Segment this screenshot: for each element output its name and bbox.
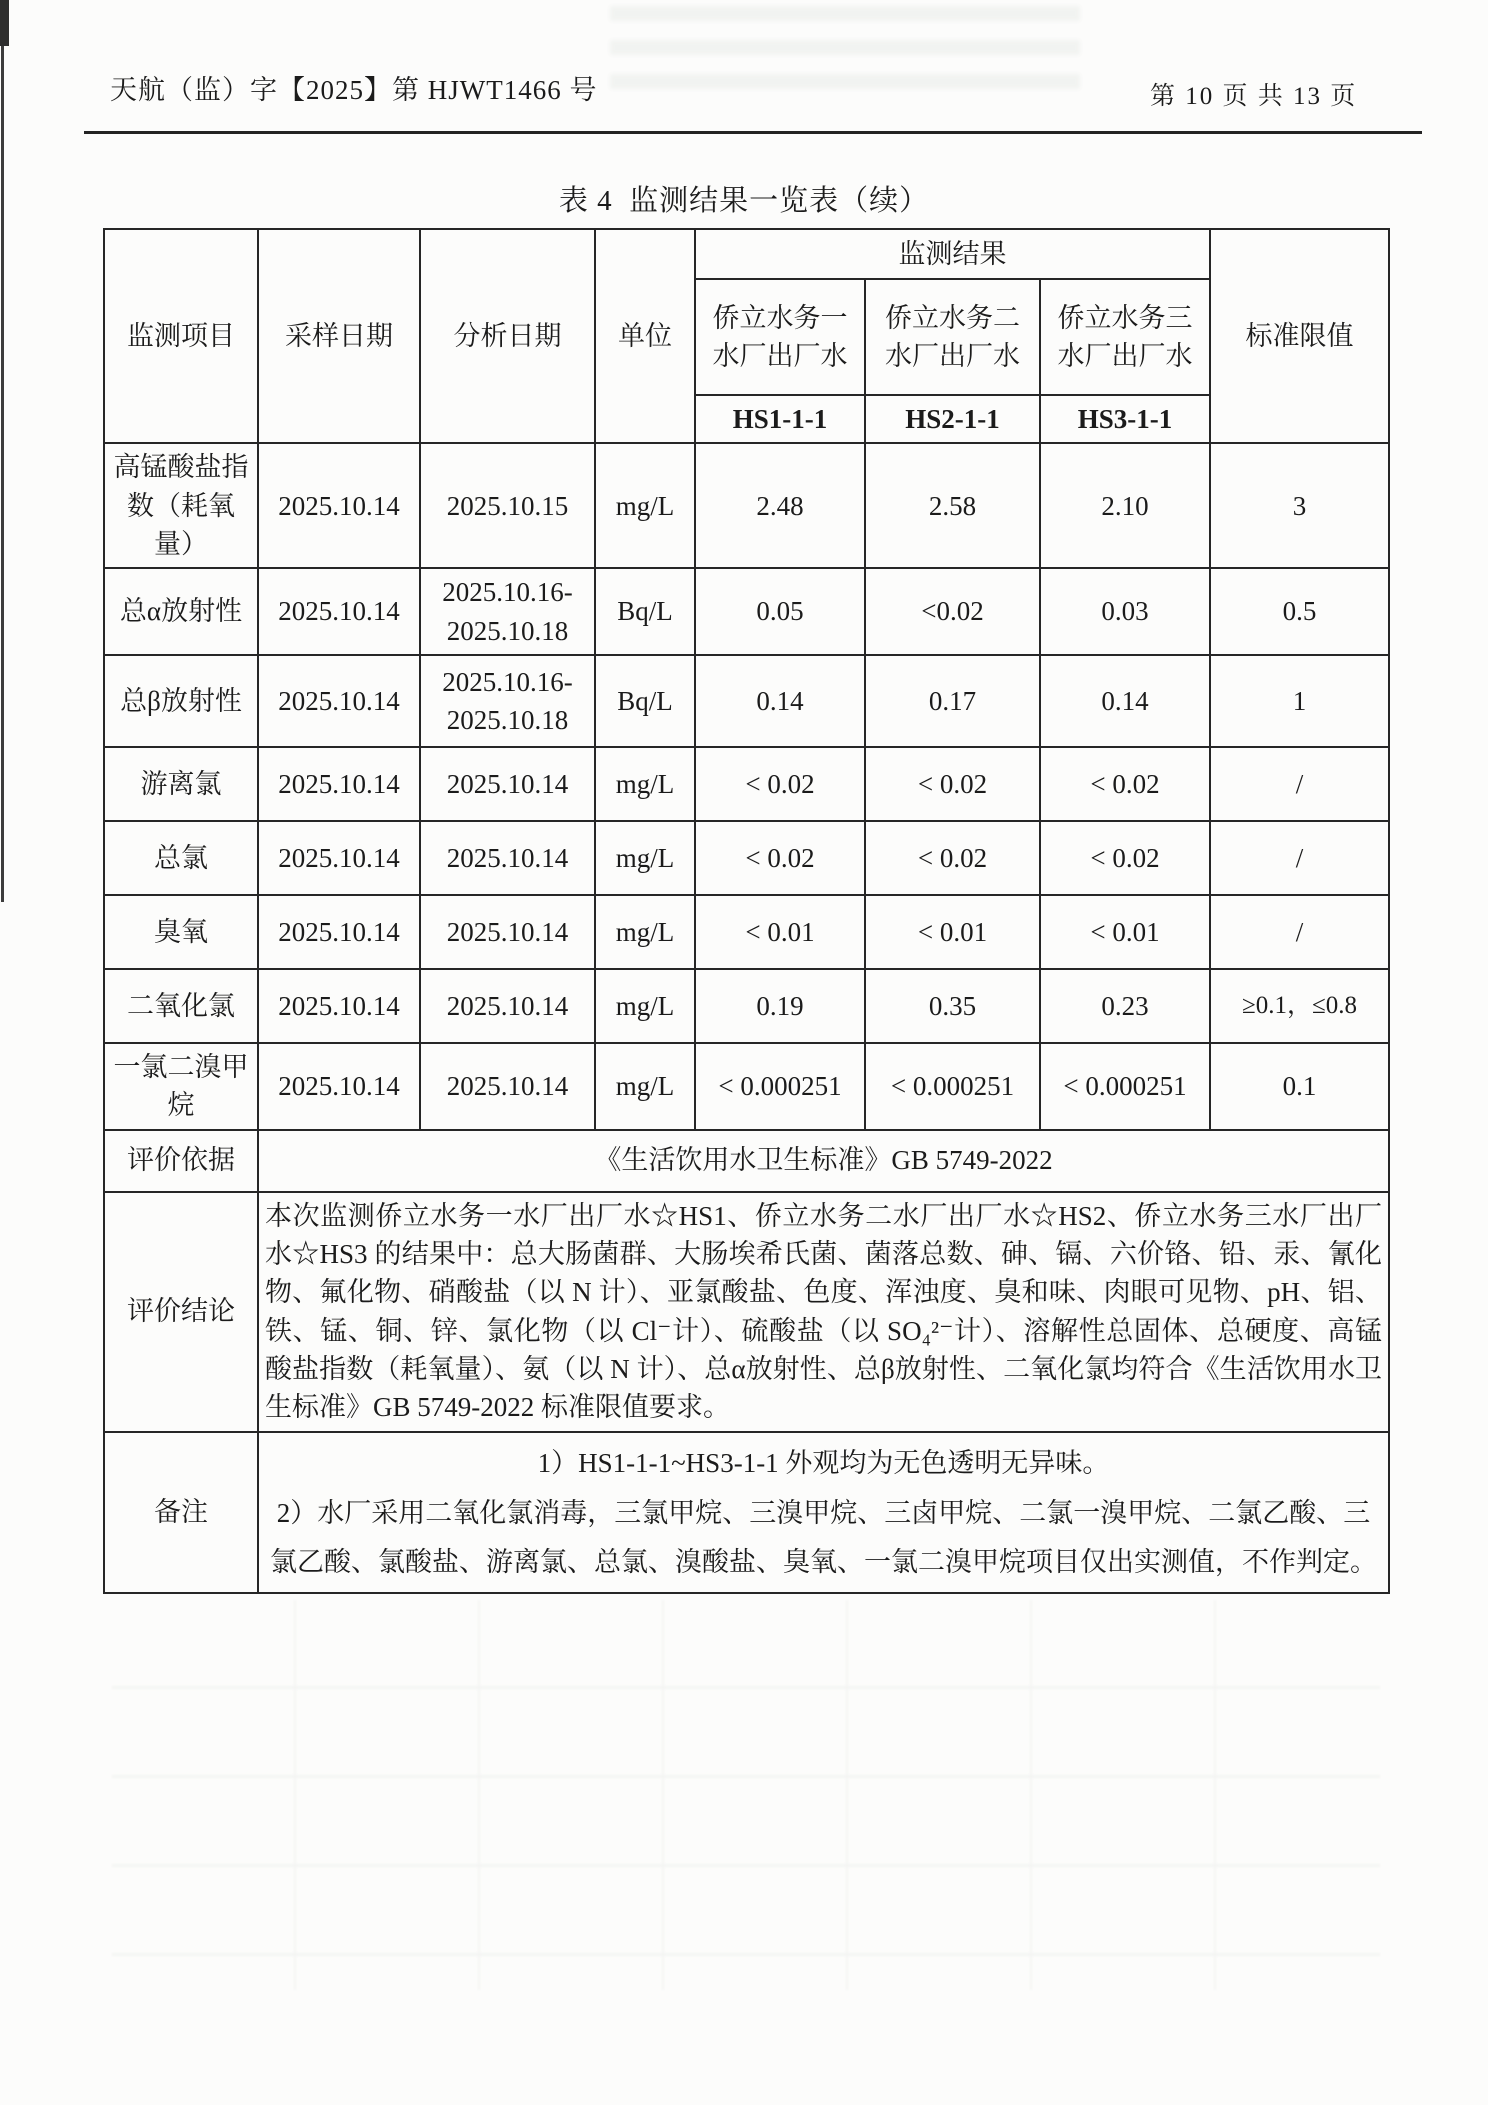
cell-limit: 0.1 xyxy=(1210,1043,1389,1130)
col-header-analysis-date: 分析日期 xyxy=(420,229,595,443)
scan-bleedthrough-top xyxy=(610,6,1080,106)
cell-item: 二氧化氯 xyxy=(104,969,258,1043)
document-number: 天航（监）字【2025】第 HJWT1466 号 xyxy=(110,75,598,105)
cell-analysis-date: 2025.10.15 xyxy=(420,443,595,568)
cell-result-hs3: 2.10 xyxy=(1040,443,1210,568)
cell-result-hs1: 0.14 xyxy=(695,655,865,747)
cell-limit: / xyxy=(1210,747,1389,821)
cell-result-hs1: 2.48 xyxy=(695,443,865,568)
remarks-label: 备注 xyxy=(104,1432,258,1594)
evaluation-conclusion-text: 本次监测侨立水务一水厂出厂水☆HS1、侨立水务二水厂出厂水☆HS2、侨立水务三水厂出厂水☆HS3 的结果中：总大肠菌群、大肠埃希氏菌、菌落总数、砷、镉、六价铬、铅、汞、氰化物、氟化物、硝酸盐（以 N 计）、亚氯酸盐、色度、浑浊度、臭和味、肉眼可见物、pH、铝、铁、锰、铜、锌、氯化物（以 Cl⁻计）、硫酸盐（以 SO₄²⁻计）、溶解性总固体、总硬度、高锰酸盐指数（耗氧量）、氨（以 N 计）、总α放射性、总β放射性、二氧化氯均符合《生活饮用水卫生标准》GB 5749-2022 标准限值要求。 xyxy=(258,1192,1389,1432)
cell-item: 臭氧 xyxy=(104,895,258,969)
cell-result-hs3: < 0.000251 xyxy=(1040,1043,1210,1130)
cell-item: 总氯 xyxy=(104,821,258,895)
cell-sampling-date: 2025.10.14 xyxy=(258,568,420,655)
cell-analysis-date: 2025.10.14 xyxy=(420,1043,595,1130)
col-header-results-group: 监测结果 xyxy=(695,229,1210,279)
cell-analysis-date: 2025.10.14 xyxy=(420,969,595,1043)
header-row-group xyxy=(104,229,1389,279)
evaluation-basis-row xyxy=(104,1130,1389,1192)
cell-unit: mg/L xyxy=(595,1043,695,1130)
cell-analysis-date: 2025.10.14 xyxy=(420,895,595,969)
cell-analysis-date: 2025.10.16-2025.10.18 xyxy=(420,568,595,655)
evaluation-basis-text: 《生活饮用水卫生标准》GB 5749-2022 xyxy=(258,1130,1389,1192)
cell-result-hs3: 0.23 xyxy=(1040,969,1210,1043)
cell-limit: ≥0.1，≤0.8 xyxy=(1210,969,1389,1043)
col-header-sampling-date: 采样日期 xyxy=(258,229,420,443)
cell-unit: Bq/L xyxy=(595,655,695,747)
cell-limit: / xyxy=(1210,895,1389,969)
cell-result-hs1: < 0.000251 xyxy=(695,1043,865,1130)
remark-note-1: 1）HS1-1-1~HS3-1-1 外观均为无色透明无异味。 xyxy=(537,1447,1110,1478)
cell-analysis-date: 2025.10.16-2025.10.18 xyxy=(420,655,595,747)
cell-result-hs2: 0.35 xyxy=(865,969,1040,1043)
cell-result-hs1: 0.19 xyxy=(695,969,865,1043)
cell-limit: 1 xyxy=(1210,655,1389,747)
cell-sampling-date: 2025.10.14 xyxy=(258,895,420,969)
cell-item: 总β放射性 xyxy=(104,655,258,747)
cell-result-hs3: < 0.01 xyxy=(1040,895,1210,969)
cell-limit: / xyxy=(1210,821,1389,895)
cell-sampling-date: 2025.10.14 xyxy=(258,1043,420,1130)
col-header-code-2: HS2-1-1 xyxy=(865,395,1040,443)
table-row xyxy=(104,895,1389,969)
cell-result-hs1: < 0.02 xyxy=(695,747,865,821)
col-header-code-1: HS1-1-1 xyxy=(695,395,865,443)
cell-sampling-date: 2025.10.14 xyxy=(258,747,420,821)
cell-result-hs1: < 0.02 xyxy=(695,821,865,895)
cell-limit: 3 xyxy=(1210,443,1389,568)
col-header-limit: 标准限值 xyxy=(1210,229,1389,443)
cell-result-hs2: < 0.01 xyxy=(865,895,1040,969)
evaluation-conclusion-label: 评价结论 xyxy=(104,1192,258,1432)
cell-unit: mg/L xyxy=(595,895,695,969)
cell-result-hs2: 0.17 xyxy=(865,655,1040,747)
cell-sampling-date: 2025.10.14 xyxy=(258,969,420,1043)
cell-result-hs2: <0.02 xyxy=(865,568,1040,655)
table-row xyxy=(104,1043,1389,1130)
scan-bleedthrough-grid xyxy=(112,1600,1380,1990)
cell-result-hs2: < 0.02 xyxy=(865,747,1040,821)
cell-unit: Bq/L xyxy=(595,568,695,655)
cell-result-hs2: < 0.000251 xyxy=(865,1043,1040,1130)
table-row xyxy=(104,969,1389,1043)
col-header-code-3: HS3-1-1 xyxy=(1040,395,1210,443)
cell-result-hs3: < 0.02 xyxy=(1040,821,1210,895)
remarks-row xyxy=(104,1432,1389,1594)
cell-analysis-date: 2025.10.14 xyxy=(420,821,595,895)
cell-sampling-date: 2025.10.14 xyxy=(258,443,420,568)
table-row xyxy=(104,443,1389,568)
cell-unit: mg/L xyxy=(595,443,695,568)
cell-sampling-date: 2025.10.14 xyxy=(258,655,420,747)
cell-item: 高锰酸盐指数（耗氧量） xyxy=(104,443,258,568)
cell-result-hs1: 0.05 xyxy=(695,568,865,655)
monitoring-results-table xyxy=(103,228,1390,1594)
cell-sampling-date: 2025.10.14 xyxy=(258,821,420,895)
evaluation-conclusion-row xyxy=(104,1192,1389,1432)
cell-item: 一氯二溴甲烷 xyxy=(104,1043,258,1130)
remarks-content xyxy=(258,1432,1389,1594)
cell-unit: mg/L xyxy=(595,821,695,895)
table-title: 表 4 监测结果一览表（续） xyxy=(558,185,930,217)
scan-corner-mark xyxy=(0,0,9,46)
cell-result-hs2: 2.58 xyxy=(865,443,1040,568)
table-row xyxy=(104,747,1389,821)
cell-item: 总α放射性 xyxy=(104,568,258,655)
col-header-site-2: 侨立水务二水厂出厂水 xyxy=(865,279,1040,395)
page-number: 第 10 页 共 13 页 xyxy=(1150,83,1358,110)
col-header-site-1: 侨立水务一水厂出厂水 xyxy=(695,279,865,395)
cell-result-hs3: 0.03 xyxy=(1040,568,1210,655)
table-row xyxy=(104,568,1389,655)
table-row xyxy=(104,655,1389,747)
col-header-unit: 单位 xyxy=(595,229,695,443)
scan-edge-line xyxy=(1,0,4,902)
cell-unit: mg/L xyxy=(595,969,695,1043)
cell-result-hs2: < 0.02 xyxy=(865,821,1040,895)
cell-unit: mg/L xyxy=(595,747,695,821)
col-header-item: 监测项目 xyxy=(104,229,258,443)
table-row xyxy=(104,821,1389,895)
evaluation-basis-label: 评价依据 xyxy=(104,1130,258,1192)
remark-note-2: 2）水厂采用二氧化氯消毒，三氯甲烷、三溴甲烷、三卤甲烷、二氯一溴甲烷、二氯乙酸、三氯乙酸、氯酸盐、游离氯、总氯、溴酸盐、臭氧、一氯二溴甲烷项目仅出实测值，不作判定。 xyxy=(270,1498,1378,1577)
col-header-site-3: 侨立水务三水厂出厂水 xyxy=(1040,279,1210,395)
cell-result-hs3: < 0.02 xyxy=(1040,747,1210,821)
cell-result-hs1: < 0.01 xyxy=(695,895,865,969)
cell-result-hs3: 0.14 xyxy=(1040,655,1210,747)
cell-limit: 0.5 xyxy=(1210,568,1389,655)
header-divider xyxy=(84,131,1422,134)
cell-analysis-date: 2025.10.14 xyxy=(420,747,595,821)
cell-item: 游离氯 xyxy=(104,747,258,821)
